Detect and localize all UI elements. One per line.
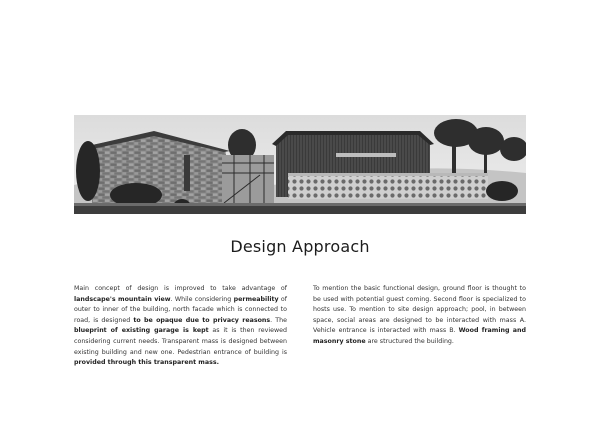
text-segment: To mention the basic functional design, ground floor is thought to be used with potential guest coming. Second floor is specialized to hosts use. To mention to site design approach; pool, in between space, social areas are designed to be interacted with mass A. Vehicle entrance is interacted with mass B. bbox=[313, 285, 526, 335]
bold-text-segment: landscape's mountain view bbox=[74, 295, 171, 303]
left-paragraph bbox=[74, 284, 287, 369]
bold-text-segment: blueprint of existing garage is kept bbox=[74, 327, 209, 335]
text-segment: . The bbox=[270, 316, 287, 324]
bold-text-segment: permeability bbox=[233, 295, 279, 303]
text-segment: as it is then reviewed considering current needs. Transparent mass is designed between existing building and new one. Pedestrian entrance of building is bbox=[74, 327, 287, 356]
right-paragraph bbox=[313, 284, 526, 348]
text-segment: Main concept of design is improved to take advantage of bbox=[74, 285, 287, 292]
bold-text-segment: provided through this transparent mass. bbox=[74, 359, 219, 367]
architectural-render-image bbox=[74, 115, 526, 214]
bold-text-segment: Wood framing and masonry stone bbox=[313, 327, 526, 345]
house-rendering bbox=[74, 115, 526, 214]
text-segment: of outer to inner of the building, north facade which is connected to road, is designed bbox=[74, 295, 287, 324]
text-segment: are structured the building. bbox=[365, 337, 454, 345]
page-title: Design Approach bbox=[230, 237, 370, 256]
text-segment: . While considering bbox=[170, 295, 234, 303]
bold-text-segment: to be opaque due to privacy reasons bbox=[133, 316, 271, 324]
